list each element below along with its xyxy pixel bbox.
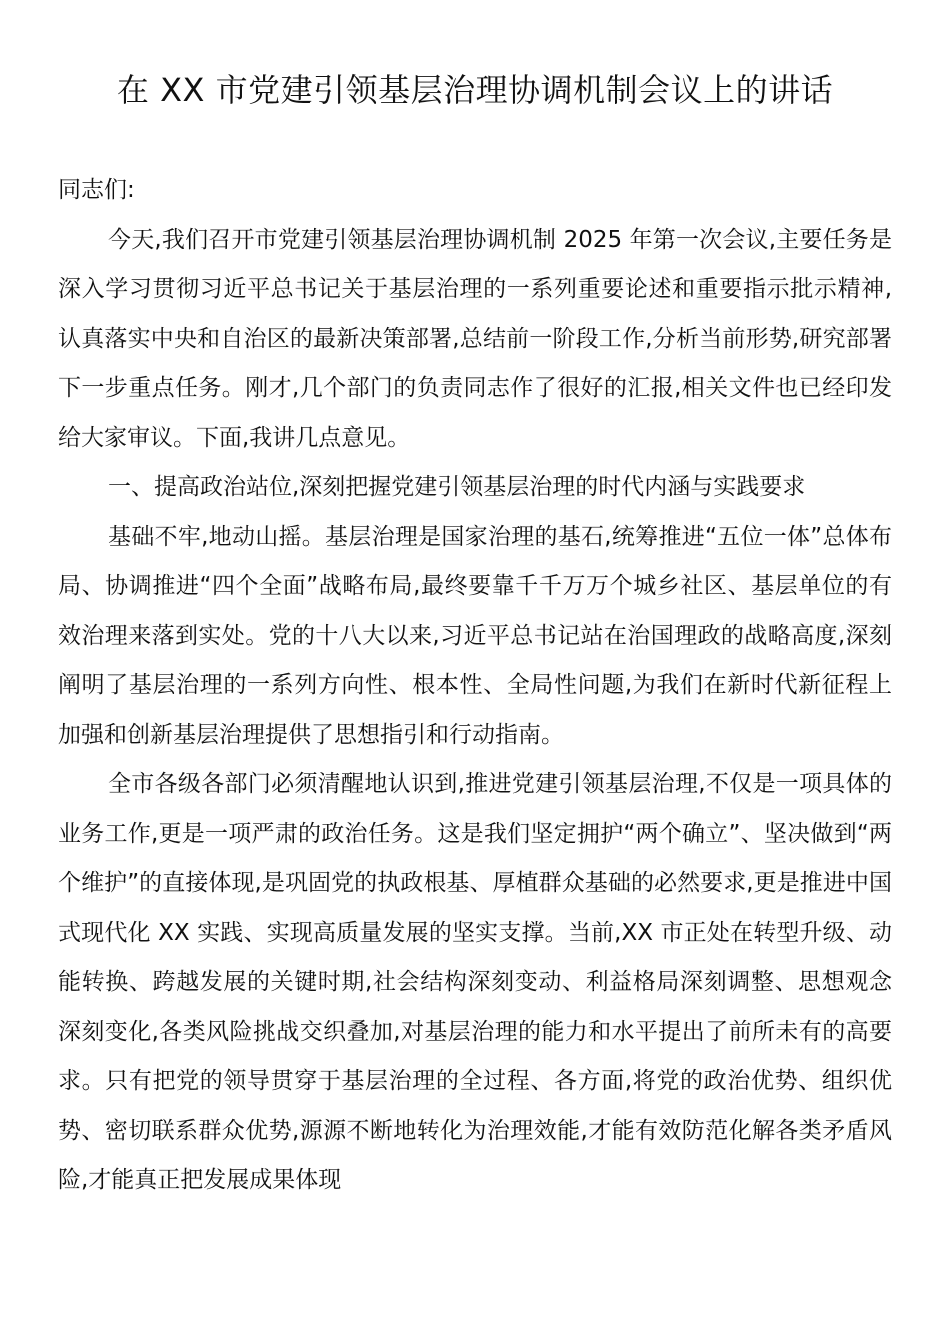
paragraph-foundation: 基础不牢,地动山摇。基层治理是国家治理的基石,统筹推进“五位一体”总体布局、协调推进“四个全面”战略布局,最终要靠千千万万个城乡社区、基层单位的有效治理来落到实处。党的十八大以来,习近平总书记站在治国理政的战略高度,深刻阐明了基层治理的一系列方向性、根本性、全局性问题,为我们在新时代新征程上加强和创新基层治理提供了思想指引和行动指南。 xyxy=(58,523,892,748)
paragraph-political-task: 全市各级各部门必须清醒地认识到,推进党建引领基层治理,不仅是一项具体的业务工作,更是一项严肃的政治任务。这是我们坚定拥护“两个确立”、坚决做到“两个维护”的直接体现,是巩固党的执政根基、厚植群众基础的必然要求,更是推进中国式现代化 XX 实践、实现高质量发展的坚实支撑。当前,XX 市正处在转型升级、动能转换、跨越发展的关键时期,社会结构深刻变动、利益格局深刻调整、思想观念深刻变化,各类风险挑战交织叠加,对基层治理的能力和水平提出了前所未有的高要求。只有把党的领导贯穿于基层治理的全过程、各方面,将党的政治优势、组织优势、密切联系群众优势,源源不断地转化为治理效能,才能有效防范化解各类矛盾风险,才能真正把发展成果体现 xyxy=(58,771,892,1193)
paragraph-intro: 今天,我们召开市党建引领基层治理协调机制 2025 年第一次会议,主要任务是深入学习贯彻习近平总书记关于基层治理的一系列重要论述和重要指示批示精神,认真落实中央和自治区的最新决策部署,总结前一阶段工作,分析当前形势,研究部署下一步重点任务。刚才,几个部门的负责同志作了很好的汇报,相关文件也已经印发给大家审议。下面,我讲几点意见。 xyxy=(58,226,892,451)
salutation: 同志们: xyxy=(58,177,135,203)
document-body xyxy=(58,166,892,1206)
section-heading-1: 一、提高政治站位,深刻把握党建引领基层治理的时代内涵与实践要求 xyxy=(108,474,806,500)
document-title: 在 XX 市党建引领基层治理协调机制会议上的讲话 xyxy=(116,71,834,109)
